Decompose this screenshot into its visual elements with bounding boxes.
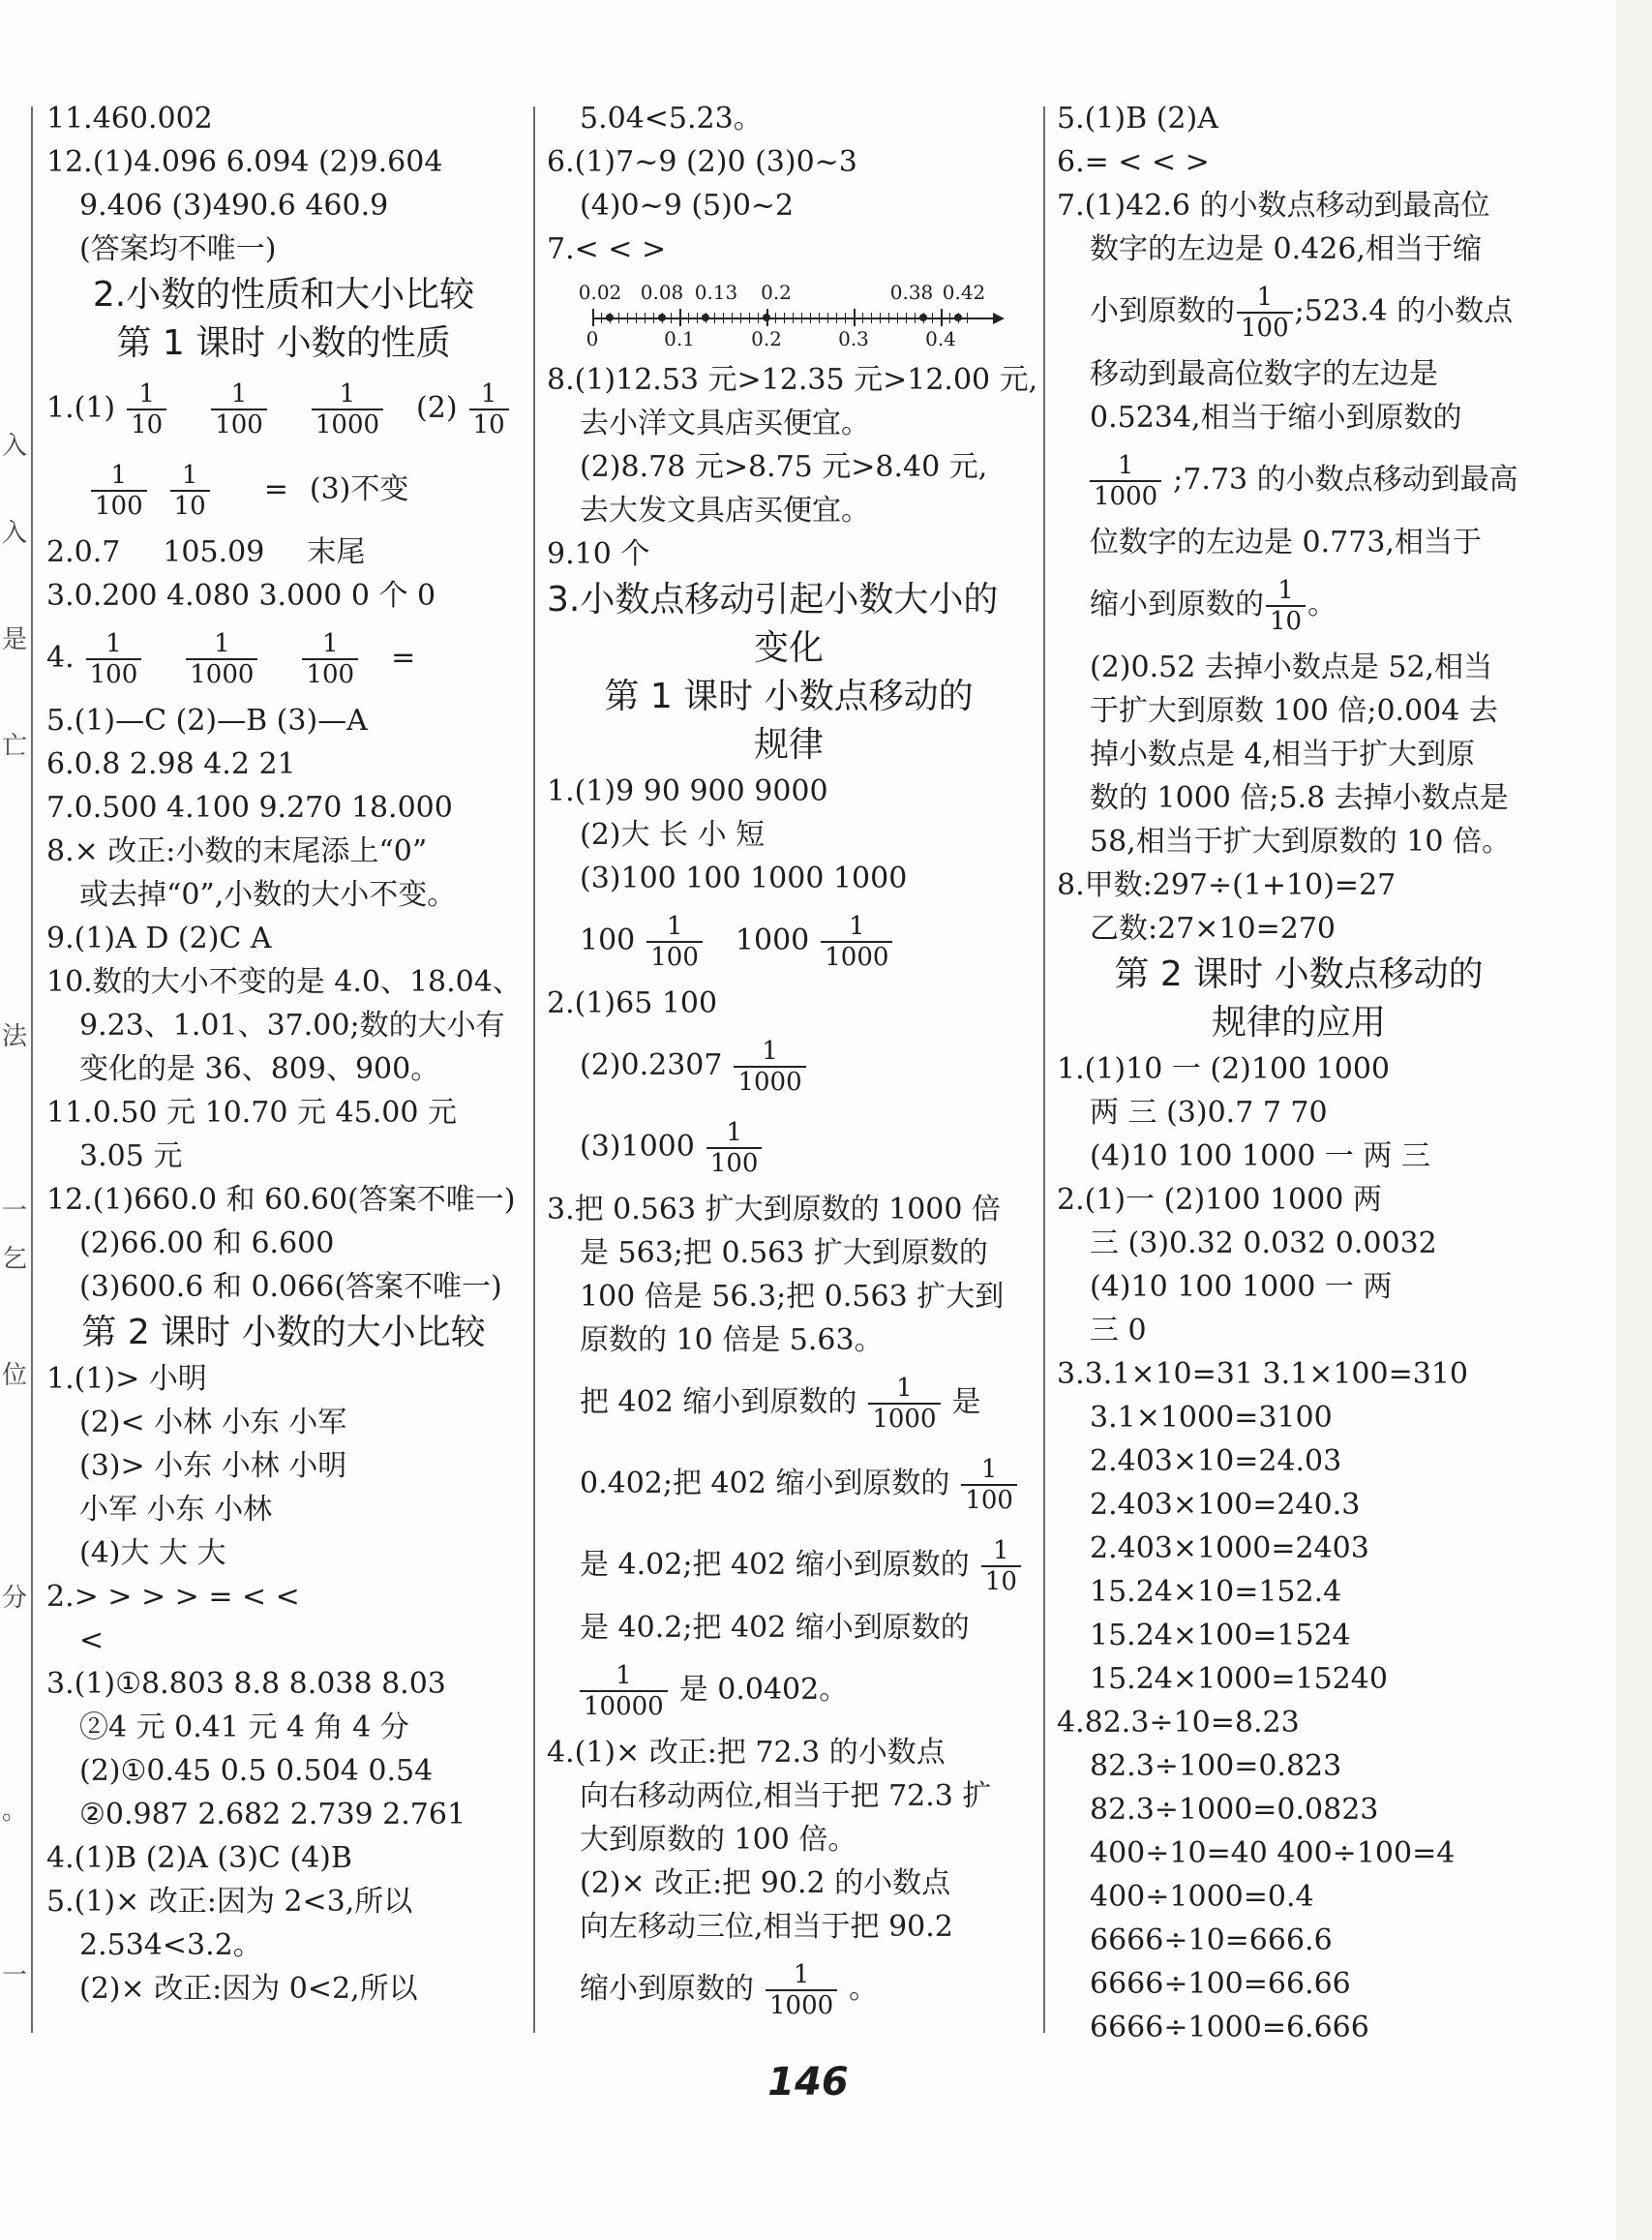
answer-line: (2)8.78 元>8.75 元>8.40 元,: [580, 450, 988, 484]
number-line-point: [658, 314, 666, 321]
number-line-tick: [653, 313, 654, 323]
numerator: 1: [726, 1118, 742, 1147]
answer-line: 小军 小东 小林: [79, 1493, 273, 1527]
number-line-tick: [819, 313, 820, 323]
fraction: [312, 379, 383, 439]
answer-line: 三 0: [1090, 1314, 1147, 1347]
answer-line: 100 倍是 56.3;把 0.563 扩大到: [580, 1280, 1005, 1314]
answer-line: 移动到最高位数字的左边是: [1090, 357, 1438, 391]
section-heading: 2.小数的性质和大小比较: [92, 275, 475, 315]
number-line-tick: [880, 313, 881, 323]
number-line-tick: [618, 313, 619, 323]
answer-text: 105.09: [163, 535, 265, 569]
numerator: 1: [1256, 283, 1274, 312]
number-line-tick: [671, 313, 672, 323]
answer-line: 于扩大到原数 100 倍;0.004 去: [1090, 694, 1498, 728]
answer-line: 8.(1)12.53 元>12.35 元>12.00 元,: [547, 363, 1038, 397]
answer-line: 5.(1)× 改正:因为 2<3,所以: [46, 1885, 413, 1919]
number-line-tick: [793, 313, 794, 323]
fraction: [127, 379, 166, 439]
denominator: 1000: [186, 658, 257, 689]
answer-line: 400÷1000=0.4: [1090, 1880, 1314, 1914]
answer-line: 5.04<5.23。: [580, 102, 763, 136]
answer-line: 去小洋文具店买便宜。: [580, 407, 870, 440]
answer-line: 6.= < < >: [1057, 145, 1210, 179]
edge-char: 位: [2, 1361, 28, 1390]
answer-text: 0.402;把 402 缩小到原数的: [580, 1467, 950, 1500]
edge-char: 分: [2, 1584, 28, 1613]
answer-line: 3.3.1×10=31 3.1×100=310: [1057, 1357, 1468, 1391]
number-line-tick: [836, 313, 837, 323]
answer-line: 3.05 元: [79, 1139, 183, 1173]
number-line-tick: [601, 313, 602, 323]
answer-line: 1.(1)10 一 (2)100 1000: [1057, 1052, 1391, 1086]
denominator: 10: [981, 1565, 1021, 1596]
answer-line: [547, 1525, 1031, 1606]
section-heading: 变化: [753, 628, 824, 668]
answer-line: 2.> > > > = < <: [46, 1580, 300, 1614]
answer-line: 6666÷1000=6.666: [1090, 2011, 1369, 2044]
numerator: 1: [138, 379, 155, 409]
numerator: 1: [1117, 451, 1134, 480]
number-line-tick: [697, 313, 698, 323]
section-heading: 3.小数点移动引起小数大小的: [547, 580, 999, 620]
number-line-tick: [784, 313, 785, 323]
answer-line: 6.(1)7~9 (2)0 (3)0~3: [547, 145, 857, 179]
number-line-tick: [758, 313, 759, 323]
fraction: [734, 1037, 805, 1097]
denominator: 100: [1237, 312, 1293, 343]
answer-text: (2): [416, 391, 458, 425]
answer-line: [46, 618, 521, 699]
number-line-tick: [949, 313, 950, 323]
number-line-top-label: 0.13: [694, 281, 738, 304]
numerator: 1: [181, 461, 198, 490]
numerator: 1: [480, 379, 497, 409]
answer-line: [1057, 564, 1541, 646]
edge-char: 乞: [2, 1245, 28, 1274]
answer-text: 缩小到原数的: [1090, 588, 1264, 621]
number-line-point: [606, 314, 614, 321]
numerator: 1: [105, 629, 122, 658]
answer-line: [547, 1650, 1031, 1731]
answer-line: 是 40.2;把 402 缩小到原数的: [580, 1611, 970, 1645]
number-line-tick: [592, 309, 594, 326]
number-line-tick: [888, 313, 889, 323]
number-line-tick: [723, 313, 724, 323]
answer-text: ;7.73 的小数点移动到最高: [1173, 463, 1518, 497]
fraction: [706, 1118, 763, 1178]
numerator: 1: [214, 629, 230, 658]
answer-line: [46, 368, 521, 449]
edge-char: 入: [2, 432, 28, 461]
answer-text: 100: [580, 923, 636, 957]
denominator: 1000: [1090, 480, 1161, 511]
fraction: [821, 912, 892, 972]
answer-line: (2)< 小林 小东 小军: [79, 1406, 347, 1439]
fraction: [86, 629, 142, 689]
answer-text: 末尾: [307, 535, 366, 569]
answer-line: 12.(1)4.096 6.094 (2)9.604: [46, 145, 443, 179]
number-line-tick: [932, 313, 933, 323]
answer-line: (4)10 100 1000 一 两 三: [1090, 1139, 1430, 1173]
answer-line: 15.24×100=1524: [1090, 1619, 1351, 1652]
answer-line: 向右移动两位,相当于把 72.3 扩: [580, 1779, 992, 1813]
answer-line: 5.(1)B (2)A: [1057, 102, 1218, 136]
answer-text: ;523.4 的小数点: [1294, 294, 1514, 328]
answer-text: 缩小到原数的: [580, 1972, 754, 2006]
number-line-tick: [627, 313, 628, 323]
number-line-tick: [688, 313, 689, 323]
page-number: 146: [767, 2060, 849, 2104]
number-line-tick: [636, 313, 637, 323]
answer-line: 3.把 0.563 扩大到原数的 1000 倍: [547, 1193, 1001, 1226]
denominator: 1000: [766, 1989, 837, 2020]
answer-line: 2.403×100=240.3: [1090, 1488, 1361, 1522]
numerator: 1: [849, 912, 865, 941]
answer-line: 400÷10=40 400÷100=4: [1090, 1836, 1456, 1870]
edge-char: 法: [2, 1022, 28, 1051]
number-line-tick: [645, 313, 646, 323]
number-line-tick: [915, 313, 916, 323]
answer-line: 12.(1)660.0 和 60.60(答案不唯一): [46, 1183, 516, 1217]
answer-line: 2.(1)一 (2)100 1000 两: [1057, 1183, 1382, 1217]
number-line-tick: [714, 313, 715, 323]
answer-line: (4)0~9 (5)0~2: [580, 189, 795, 223]
number-line-top-label: 0.42: [942, 281, 986, 304]
column-divider: [533, 106, 535, 2033]
column-2: [547, 97, 1038, 2030]
column-divider: [31, 106, 33, 2033]
answer-line: 11.460.002: [46, 102, 213, 136]
answer-line: (4)大 大 大: [79, 1536, 226, 1570]
denominator: 100: [961, 1484, 1017, 1515]
lesson-heading: 第 1 课时 小数点移动的: [604, 677, 974, 716]
number-line-tick: [732, 313, 733, 323]
number-line-tick: [775, 313, 776, 323]
fraction: [211, 379, 267, 439]
answer-line: [547, 1025, 1031, 1106]
answer-line: (2)①0.45 0.5 0.504 0.54: [79, 1754, 434, 1788]
numerator: 1: [793, 1960, 810, 1989]
number-line-top-label: 0.38: [889, 281, 934, 304]
answer-line: 6.0.8 2.98 4.2 21: [46, 747, 296, 781]
answer-line: <: [79, 1623, 105, 1657]
edge-char: 一: [2, 1196, 28, 1226]
fraction: [580, 1661, 668, 1721]
fraction: [91, 461, 147, 521]
number-line-point: [919, 314, 927, 321]
answer-line: 去大发文具店买便宜。: [580, 494, 870, 528]
fraction: [302, 629, 358, 689]
denominator: 10000: [580, 1690, 668, 1721]
answer-line: 3.1×1000=3100: [1090, 1401, 1333, 1435]
answer-line: 58,相当于扩大到原数的 10 倍。: [1090, 825, 1511, 859]
answer-line: [547, 1949, 1031, 2030]
denominator: 100: [646, 941, 703, 972]
answer-text: (3)1000: [580, 1130, 695, 1164]
answer-line: (2)大 长 小 短: [580, 818, 766, 852]
answer-line: [547, 1443, 1031, 1525]
answer-line: 9.23、1.01、37.00;数的大小有: [79, 1009, 505, 1043]
answer-text: (2)0.2307: [580, 1048, 723, 1082]
answer-line: 向左移动三位,相当于把 90.2: [580, 1910, 953, 1944]
fraction: [868, 1374, 940, 1434]
column-3: [1057, 97, 1541, 2049]
answer-line: (2)0.52 去掉小数点是 52,相当: [1090, 651, 1493, 684]
column-divider: [1043, 106, 1045, 2033]
answer-line: [1057, 439, 1541, 521]
answer-line: 数字的左边是 0.426,相当于缩: [1090, 232, 1482, 266]
answer-line: 两 三 (3)0.7 7 70: [1090, 1096, 1328, 1130]
fraction: [1237, 283, 1293, 343]
fraction: [1266, 576, 1306, 636]
column-1: [46, 97, 521, 2011]
answer-line: (2)× 改正:把 90.2 的小数点: [580, 1866, 951, 1900]
answer-line: 掉小数点是 4,相当于扩大到原: [1090, 738, 1476, 772]
numerator: 1: [230, 379, 248, 409]
answer-line: (答案均不唯一): [79, 232, 277, 266]
answer-text: 。: [849, 1972, 879, 2006]
numerator: 1: [1277, 576, 1294, 605]
answer-line: 8.× 改正:小数的末尾添上“0”: [46, 834, 428, 868]
numerator: 1: [762, 1037, 778, 1066]
answer-text: =: [263, 472, 288, 506]
answer-line: 3.0.200 4.080 3.000 0 个 0: [46, 579, 436, 613]
answer-line: 7.(1)42.6 的小数点移动到最高位: [1057, 189, 1490, 223]
lesson-heading: 第 2 课时 小数点移动的: [1114, 954, 1484, 994]
answer-text: 小到原数的: [1090, 294, 1235, 328]
numerator: 1: [616, 1661, 632, 1690]
answer-line: [1057, 271, 1541, 352]
numerator: 1: [980, 1455, 998, 1484]
number-line-tick: [967, 313, 968, 323]
answer-line: ②0.987 2.682 2.739 2.761: [79, 1798, 466, 1831]
answer-line: 4.(1)× 改正:把 72.3 的小数点: [547, 1736, 946, 1770]
number-line-tick: [854, 309, 856, 326]
answer-line: 7.< < >: [547, 232, 667, 266]
answer-line: 9.10 个: [547, 537, 650, 571]
denominator: 100: [86, 658, 142, 689]
number-line-tick: [810, 313, 811, 323]
answer-line: 三 (3)0.32 0.032 0.0032: [1090, 1226, 1437, 1260]
answer-line: 数的 1000 倍;5.8 去掉小数点是: [1090, 781, 1509, 815]
denominator: 1000: [312, 409, 383, 439]
answer-line: 原数的 10 倍是 5.63。: [580, 1323, 884, 1357]
fraction: [961, 1455, 1017, 1515]
number-line-tick: [906, 313, 907, 323]
answer-text: 是 0.0402。: [678, 1673, 849, 1707]
answer-line: 4.82.3÷10=8.23: [1057, 1706, 1300, 1740]
answer-line: [547, 1106, 1031, 1188]
number-line-tick: [845, 313, 846, 323]
denominator: 10: [127, 409, 166, 439]
answer-line: 15.24×1000=15240: [1090, 1662, 1388, 1696]
denominator: 1000: [821, 941, 892, 972]
number-line-bottom-label: 0: [586, 327, 599, 350]
number-line-tick: [740, 313, 741, 323]
number-line-point: [954, 314, 962, 321]
answer-line: 4.(1)B (2)A (3)C (4)B: [46, 1841, 352, 1875]
answer-line: (2)66.00 和 6.600: [79, 1226, 335, 1260]
edge-char: 亡: [2, 732, 28, 761]
answer-line: [547, 900, 1031, 982]
answer-line: (3)600.6 和 0.066(答案不唯一): [79, 1270, 502, 1304]
answer-line: 6666÷100=66.66: [1090, 1967, 1351, 2001]
denominator: 100: [302, 658, 358, 689]
denominator: 1000: [868, 1403, 940, 1434]
answer-line: 82.3÷1000=0.0823: [1090, 1793, 1379, 1827]
answer-line: 1.(1)9 90 900 9000: [547, 774, 828, 808]
answer-line: 变化的是 36、809、900。: [79, 1052, 440, 1086]
denominator: 100: [91, 490, 147, 521]
answer-line: 11.0.50 元 10.70 元 45.00 元: [46, 1096, 457, 1130]
number-line-tick: [941, 309, 943, 326]
number-line-top-label: 0.2: [761, 281, 792, 304]
number-line-bottom-label: 0.4: [925, 327, 956, 350]
answer-line: ②4 元 0.41 元 4 角 4 分: [79, 1710, 409, 1744]
answer-line: (3)> 小东 小林 小明: [79, 1449, 347, 1483]
fraction: [170, 461, 210, 521]
answer-line: [547, 1362, 1031, 1443]
number-line-top-label: 0.08: [640, 281, 684, 304]
number-line-bottom-label: 0.2: [751, 327, 782, 350]
denominator: 10: [469, 409, 509, 439]
answer-line: [46, 449, 521, 530]
fraction: [766, 1960, 837, 2020]
number-line-tick: [679, 309, 681, 326]
answer-line: 或去掉“0”,小数的大小不变。: [79, 878, 457, 912]
answer-text: =: [391, 641, 416, 675]
answer-line: 9.(1)A D (2)C A: [46, 922, 272, 955]
number-line-bottom-label: 0.3: [838, 327, 869, 350]
numerator: 1: [993, 1536, 1009, 1565]
number-line-top-label: 0.02: [578, 281, 622, 304]
answer-text: (3)不变: [309, 472, 409, 506]
answer-line: 1.(1)> 小明: [46, 1362, 207, 1396]
edge-char: 。: [2, 1797, 28, 1826]
answer-line: 10.数的大小不变的是 4.0、18.04、: [46, 965, 522, 999]
lesson-heading: 规律: [753, 725, 824, 765]
number-line-tick: [801, 313, 802, 323]
fraction: [646, 912, 703, 972]
answer-line: 9.406 (3)490.6 460.9: [79, 189, 389, 223]
answer-line: 15.24×10=152.4: [1090, 1575, 1342, 1609]
answer-line: 7.0.500 4.100 9.270 18.000: [46, 791, 453, 825]
answer-text: 。: [1307, 588, 1337, 621]
fraction: [1090, 451, 1161, 511]
answer-line: 0.5234,相当于缩小到原数的: [1090, 401, 1462, 435]
answer-text: 是: [951, 1385, 981, 1419]
numerator: 1: [896, 1374, 913, 1403]
number-line-tick: [749, 313, 750, 323]
answer-line: 5.(1)—C (2)—B (3)—A: [46, 704, 368, 738]
answer-line: 2.403×10=24.03: [1090, 1444, 1342, 1478]
answer-line: 是 563;把 0.563 扩大到原数的: [580, 1236, 988, 1270]
denominator: 1000: [734, 1066, 805, 1097]
fraction: [186, 629, 257, 689]
answer-line: 2.(1)65 100: [547, 986, 718, 1020]
answer-line: [46, 530, 521, 574]
numerator: 1: [339, 379, 356, 409]
denominator: 100: [706, 1147, 763, 1178]
answer-text: 1000: [735, 923, 810, 957]
numerator: 1: [321, 629, 339, 658]
number-line-tick: [827, 313, 828, 323]
number-line: [578, 281, 1008, 350]
numerator: 1: [110, 461, 128, 490]
denominator: 10: [170, 490, 210, 521]
answer-line: (3)100 100 1000 1000: [580, 862, 908, 895]
answer-text: 是 4.02;把 402 缩小到原数的: [580, 1548, 970, 1582]
edge-char: 一: [2, 1961, 28, 1990]
answer-line: 6666÷10=666.6: [1090, 1923, 1333, 1957]
lesson-heading: 第 2 课时 小数的大小比较: [81, 1313, 486, 1352]
numerator: 1: [666, 912, 683, 941]
edge-char: 入: [2, 519, 28, 548]
number-line-point: [763, 314, 770, 321]
answer-line: 8.甲数:297÷(1+10)=27: [1057, 868, 1397, 902]
number-line-point: [702, 314, 709, 321]
answer-line: 3.(1)①8.803 8.8 8.038 8.03: [46, 1667, 446, 1701]
answer-line: 大到原数的 100 倍。: [580, 1823, 857, 1857]
answer-text: 2.0.7: [46, 535, 121, 569]
fraction: [981, 1536, 1021, 1596]
answer-line: 2.403×1000=2403: [1090, 1531, 1369, 1565]
edge-char: 是: [2, 625, 28, 654]
answer-line: 位数字的左边是 0.773,相当于: [1090, 526, 1482, 560]
denominator: 100: [211, 409, 267, 439]
lesson-heading: 规律的应用: [1211, 1003, 1386, 1043]
answer-text: 把 402 缩小到原数的: [580, 1385, 857, 1419]
number-line-bottom-label: 0.1: [664, 327, 695, 350]
number-line-tick: [862, 313, 863, 323]
answer-line: 82.3÷100=0.823: [1090, 1749, 1342, 1783]
answer-line: 2.534<3.2。: [79, 1928, 262, 1962]
answer-line: 乙数:27×10=270: [1090, 912, 1336, 946]
number-line-tick: [897, 313, 898, 323]
lesson-heading: 第 1 课时 小数的性质: [116, 323, 451, 363]
fraction: [469, 379, 509, 439]
answer-text: 1.(1): [46, 391, 116, 425]
number-line-tick: [871, 313, 872, 323]
denominator: 10: [1266, 605, 1306, 636]
answer-text: 4.: [46, 641, 75, 675]
answer-line: (4)10 100 1000 一 两: [1090, 1270, 1393, 1304]
answer-line: (2)× 改正:因为 0<2,所以: [79, 1972, 418, 2006]
arrow-icon: [993, 313, 1005, 324]
